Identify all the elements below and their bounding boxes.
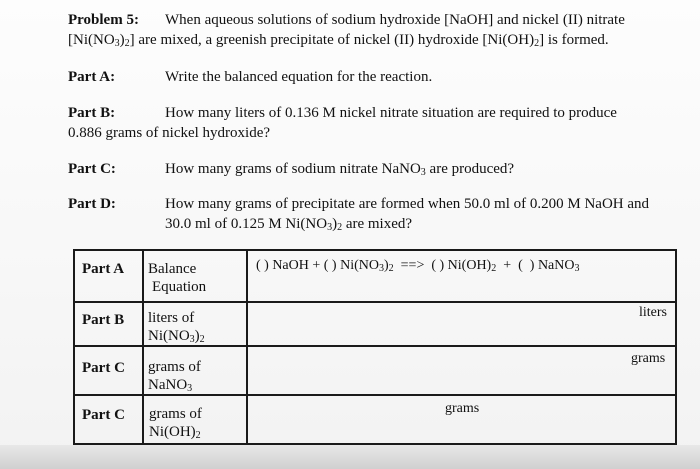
part-a-question: Write the balanced equation for the reaction. <box>165 69 433 85</box>
table-row4-desc-line1: grams of <box>149 406 202 422</box>
part-d-question-line1: How many grams of precipitate are formed when 50.0 ml of 0.200 M NaOH and <box>165 196 650 212</box>
part-c-question: How many grams of sodium nitrate NaNO$_3$ are produced? <box>165 161 515 178</box>
nano3-grams-answer-unit[interactable]: grams <box>631 351 666 366</box>
part-c-label: Part C: <box>68 161 116 177</box>
problem-text-line1: When aqueous solutions of sodium hydroxide [NaOH] and nickel (II) nitrate <box>165 12 625 28</box>
page-bottom-shadow <box>0 445 700 469</box>
table-row1-desc-line2: Equation <box>152 279 207 295</box>
liters-answer-unit[interactable]: liters <box>639 305 667 320</box>
problem-label: Problem 5: <box>68 12 139 28</box>
table-row4-desc-line2: $Ni(OH)_2$ <box>149 424 201 441</box>
part-b-question-line2: 0.886 grams of nickel hydroxide? <box>68 125 271 141</box>
table-row2-label: Part B <box>82 312 125 328</box>
table-row1-desc-line1: Balance <box>148 261 197 277</box>
part-a-label: Part A: <box>68 69 116 85</box>
table-border-left <box>73 249 75 445</box>
table-border-top <box>73 249 677 251</box>
table-row2-desc-line2: $Ni(NO_3)_2$ <box>148 328 205 345</box>
table-row3-desc-line2: NaNO$_3$ <box>148 377 193 394</box>
answer-table <box>73 249 677 445</box>
table-row3-label: Part C <box>82 360 125 376</box>
table-col-divider <box>246 249 248 445</box>
part-b-label: Part B: <box>68 105 116 121</box>
balanced-equation-field[interactable]: ( ) NaOH + ( ) $Ni(NO_3)_2$ ==> ( ) $Ni(OH)_2$ + ( ) NaNO$_3$ <box>256 258 580 274</box>
table-col-divider <box>142 249 144 445</box>
table-border-right <box>675 249 677 445</box>
table-row4-label: Part C <box>82 407 125 423</box>
part-d-label: Part D: <box>68 196 116 212</box>
problem-text-line2: $[Ni(NO_3)_2]$ are mixed, a greenish precipitate of nickel (II) hydroxide $[Ni(OH)_2]$ is formed. <box>68 32 609 49</box>
table-row2-desc-line1: liters of <box>148 310 195 326</box>
nioh2-grams-answer-unit[interactable]: grams <box>445 401 480 416</box>
part-b-question-line1: How many liters of 0.136 M nickel nitrate situation are required to produce <box>165 105 617 121</box>
table-row1-label: Part A <box>82 261 125 277</box>
part-d-question-line2: 30.0 ml of 0.125 M $Ni(NO_3)_2$ are mixed? <box>165 216 413 233</box>
table-row-divider <box>73 301 677 303</box>
table-row3-desc-line1: grams of <box>148 359 201 375</box>
